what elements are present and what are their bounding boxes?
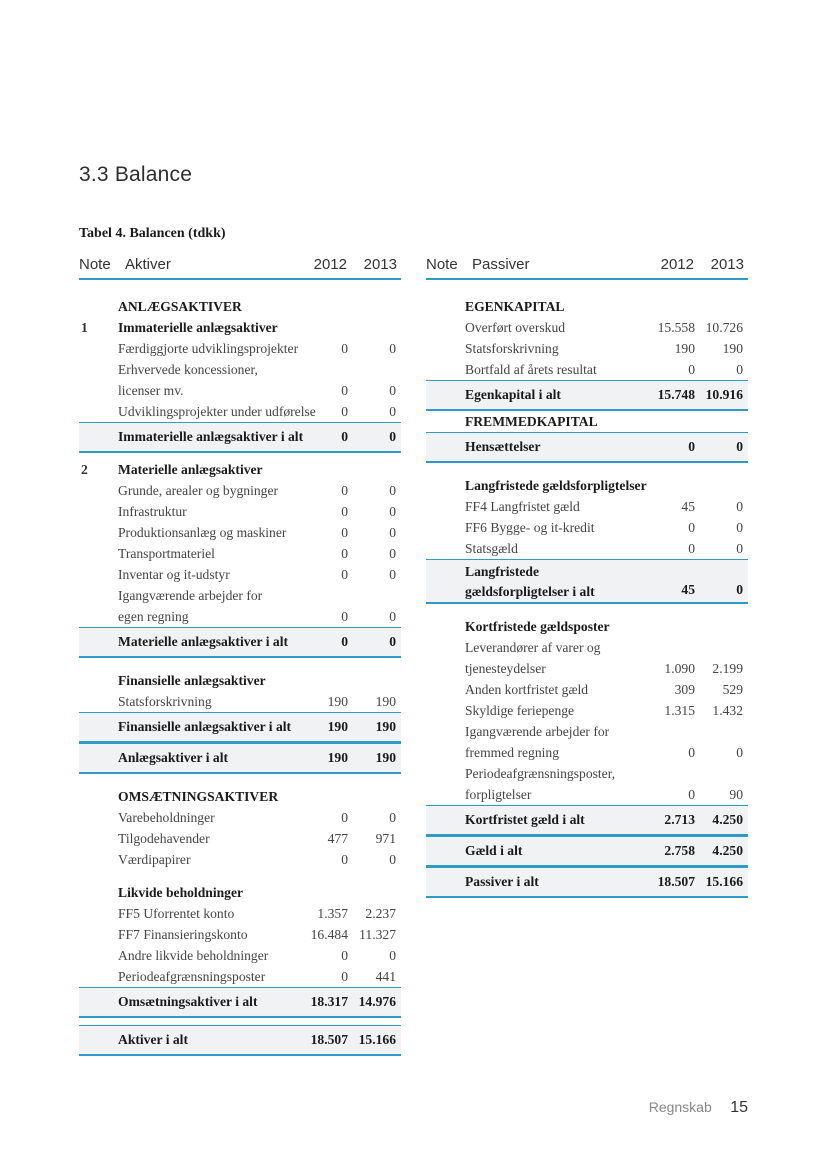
table-row [79,924,401,945]
row-value-2012: 2.713 [664,812,695,827]
row-value-2013: 15.166 [705,874,743,889]
row-value-2012: 190 [327,694,348,709]
table-row [79,480,401,501]
row-spacer [426,463,748,475]
row-label: Grunde, arealer og bygninger [118,483,279,498]
row-label: FREMMEDKAPITAL [465,414,598,429]
total-row [79,712,401,743]
row-label: Infrastruktur [118,504,187,519]
row-value-2013: 2.237 [365,906,396,921]
row-value-2012: 0 [688,745,695,760]
row-value-2012: 1.090 [664,661,695,676]
row-label: Materielle anlægsaktiver [118,462,263,477]
row-value-2013: 0 [389,810,396,825]
row-value-2012: 1.315 [664,703,695,718]
page-number: 15 [730,1099,748,1116]
row-value-2013: 0 [389,383,396,398]
row-note: 2 [81,462,88,477]
row-value-2013: 0 [389,483,396,498]
row-label: Periodeafgrænsningsposter, [465,766,616,781]
row-label: Transportmateriel [118,546,215,561]
table-row [79,543,401,564]
row-label: Igangværende arbejder for [118,588,263,603]
row-label: Aktiver i alt [118,1032,188,1047]
total-row [426,432,748,463]
table-row [79,606,401,627]
row-label: egen regning [118,609,189,624]
row-value-2013: 0 [736,362,743,377]
row-value-2012: 15.748 [657,387,695,402]
passiver-header-year-2012: 2012 [660,256,694,273]
row-value-2013: 0 [389,341,396,356]
row-value-2012: 0 [341,810,348,825]
row-value-2012: 0 [341,341,348,356]
row-value-2012: 0 [341,609,348,624]
table-row [79,903,401,924]
row-label: Kortfristede gældsposter [465,619,610,634]
row-label: Statsgæld [465,541,518,556]
table-row [426,317,748,338]
table-row [79,501,401,522]
row-label: forpligtelser [465,787,532,802]
row-label: Overført overskud [465,320,566,335]
table-row [426,517,748,538]
row-value-2013: 90 [729,787,743,802]
table-row [79,338,401,359]
row-value-2013: 0 [736,582,743,597]
row-label: Kortfristet gæld i alt [465,812,585,827]
table-row [79,585,401,606]
row-label: FF4 Langfristet gæld [465,499,580,514]
row-value-2012: 0 [341,429,348,444]
section-heading-row [426,296,748,317]
total-row [426,836,748,867]
row-spacer [426,604,748,616]
table-row [79,359,401,380]
row-label: Igangværende arbejder for [465,724,610,739]
row-value-2013: 0 [736,541,743,556]
total-row [426,867,748,898]
passiver-header-title: Passiver [472,256,530,273]
row-value-2013: 0 [389,429,396,444]
total-row [79,987,401,1018]
row-value-2012: 190 [327,750,348,765]
row-value-2012: 45 [681,499,695,514]
table-row [426,763,748,784]
row-value-2013: 0 [389,852,396,867]
row-label: Omsætningsaktiver i alt [118,994,258,1009]
row-value-2012: 16.484 [310,927,348,942]
row-value-2013: 441 [375,969,396,984]
aktiver-header-title: Aktiver [125,256,171,273]
row-value-2013: 529 [722,682,743,697]
row-value-2013: 0 [389,567,396,582]
table-row [426,496,748,517]
section-heading-row [79,317,401,338]
row-label: Hensættelser [465,439,541,454]
row-label: Bortfald af årets resultat [465,362,597,377]
table-row [79,522,401,543]
aktiver-header-year-2012: 2012 [313,256,347,273]
row-label: Varebeholdninger [118,810,215,825]
row-value-2012: 309 [674,682,695,697]
row-spacer [79,658,401,670]
total-row [426,380,748,411]
section-heading-row [426,475,748,496]
table-row [426,338,748,359]
aktiver-body [79,296,401,1056]
row-value-2012: 0 [341,948,348,963]
table-row [79,966,401,987]
row-value-2013: 0 [736,745,743,760]
row-value-2012: 18.317 [310,994,348,1009]
passiver-header [426,254,748,280]
row-value-2012: 0 [341,383,348,398]
row-value-2012: 18.507 [310,1032,348,1047]
row-value-2012: 0 [688,362,695,377]
passiver-header-year-2013: 2013 [710,256,744,273]
row-label: EGENKAPITAL [465,299,565,314]
row-spacer [79,870,401,882]
table-caption: Tabel 4. Balancen (tdkk) [79,226,226,241]
row-label: Udviklingsprojekter under udførelse [118,404,316,419]
row-value-2013: 11.327 [359,927,396,942]
section-heading-row [426,616,748,637]
table-row [79,401,401,422]
row-label: Finansielle anlægsaktiver [118,673,266,688]
row-value-2013: 0 [736,499,743,514]
row-label: tjenesteydelser [465,661,546,676]
aktiver-header-note: Note [79,256,111,273]
row-value-2013: 4.250 [712,812,743,827]
table-row [426,679,748,700]
table-row [79,380,401,401]
row-value-2013: 190 [722,341,743,356]
row-label: FF5 Uforrentet konto [118,906,235,921]
row-label: Materielle anlægsaktiver i alt [118,634,289,649]
page-footer [649,1099,748,1117]
row-value-2012: 0 [341,634,348,649]
table-row [79,945,401,966]
row-label: Anlægsaktiver i alt [118,750,229,765]
row-label: Statsforskrivning [118,694,212,709]
row-label: FF7 Finansieringskonto [118,927,248,942]
passiver-table [426,254,748,898]
section-heading-row [79,459,401,480]
row-value-2013: 0 [389,948,396,963]
row-value-2013: 1.432 [712,703,743,718]
row-value-2012: 0 [341,504,348,519]
row-label: Gæld i alt [465,843,523,858]
row-value-2013: 0 [389,609,396,624]
row-value-2012: 0 [341,852,348,867]
row-value-2012: 477 [327,831,348,846]
row-value-2013: 971 [375,831,396,846]
row-value-2012: 15.558 [657,320,695,335]
table-row [426,784,748,805]
row-label: Finansielle anlægsaktiver i alt [118,719,292,734]
table-row [79,807,401,828]
row-value-2012: 2.758 [664,843,695,858]
total-row [79,422,401,453]
row-label: Erhvervede koncessioner, [118,362,258,377]
table-row [426,742,748,763]
row-value-2013: 4.250 [712,843,743,858]
row-value-2013: 14.976 [358,994,396,1009]
row-label: Immaterielle anlægsaktiver [118,320,278,335]
row-label: Likvide beholdninger [118,885,244,900]
row-label: Periodeafgrænsningsposter [118,969,266,984]
table-row [426,700,748,721]
row-label: Passiver i alt [465,874,539,889]
aktiver-table [79,254,401,1056]
row-value-2013: 0 [389,634,396,649]
row-value-2013: 190 [375,719,396,734]
passiver-header-note: Note [426,256,458,273]
table-row [426,658,748,679]
row-label: Tilgodehavender [118,831,210,846]
row-label: Skyldige feriepenge [465,703,575,718]
row-label: Inventar og it-udstyr [118,567,230,582]
row-label: OMSÆTNINGSAKTIVER [118,789,279,804]
row-label: fremmed regning [465,745,559,760]
row-value-2012: 0 [688,439,695,454]
row-label: licenser mv. [118,383,184,398]
total-row [426,805,748,836]
row-label: Anden kortfristet gæld [465,682,589,697]
total-row [426,559,748,604]
table-row [79,849,401,870]
table-row [426,721,748,742]
total-row [79,627,401,658]
table-row [426,538,748,559]
row-value-2013: 15.166 [358,1032,396,1047]
table-row [79,564,401,585]
row-label: Langfristede gældsforpligtelser i alt [465,564,595,599]
row-value-2012: 0 [688,520,695,535]
row-value-2012: 0 [341,567,348,582]
row-label: Færdiggjorte udviklingsprojekter [118,341,299,356]
row-label: Andre likvide beholdninger [118,948,269,963]
section-title: 3.3 Balance [79,163,193,186]
total-row [79,1025,401,1056]
section-heading-row [79,882,401,903]
row-value-2012: 0 [688,541,695,556]
row-value-2012: 0 [688,787,695,802]
table-row [426,359,748,380]
row-label: Produktionsanlæg og maskiner [118,525,287,540]
row-value-2013: 190 [375,750,396,765]
row-label: Immaterielle anlægsaktiver i alt [118,429,304,444]
table-row [426,637,748,658]
row-value-2012: 1.357 [317,906,348,921]
footer-section-label: Regnskab [648,1099,712,1115]
row-value-2013: 0 [389,525,396,540]
row-value-2013: 10.726 [705,320,743,335]
section-heading-row [426,411,748,432]
table-row [79,691,401,712]
row-value-2012: 0 [341,546,348,561]
row-value-2012: 0 [341,525,348,540]
row-value-2012: 0 [341,404,348,419]
row-value-2012: 18.507 [657,874,695,889]
aktiver-header-year-2013: 2013 [363,256,397,273]
row-label: Værdipapirer [118,852,191,867]
row-spacer [79,774,401,786]
total-row [79,743,401,774]
row-value-2012: 190 [327,719,348,734]
row-value-2012: 190 [674,341,695,356]
row-value-2012: 0 [341,969,348,984]
row-value-2013: 190 [375,694,396,709]
row-note: 1 [81,320,88,335]
row-value-2013: 2.199 [712,661,743,676]
row-value-2013: 0 [736,520,743,535]
row-label: Leverandører af varer og [465,640,601,655]
row-label: ANLÆGSAKTIVER [118,299,242,314]
row-value-2013: 0 [389,504,396,519]
row-label: FF6 Bygge- og it-kredit [465,520,595,535]
row-spacer [79,1018,401,1025]
section-heading-row [79,786,401,807]
section-heading-row [79,296,401,317]
row-value-2013: 0 [389,546,396,561]
row-value-2013: 10.916 [705,387,743,402]
row-label: Statsforskrivning [465,341,559,356]
row-label: Egenkapital i alt [465,387,561,402]
section-heading-row [79,670,401,691]
row-value-2013: 0 [389,404,396,419]
row-value-2012: 0 [341,483,348,498]
row-label: Langfristede gældsforpligtelser [465,478,647,493]
row-value-2012: 45 [681,582,695,597]
passiver-body [426,296,748,898]
table-row [79,828,401,849]
row-value-2013: 0 [736,439,743,454]
aktiver-header [79,254,401,280]
